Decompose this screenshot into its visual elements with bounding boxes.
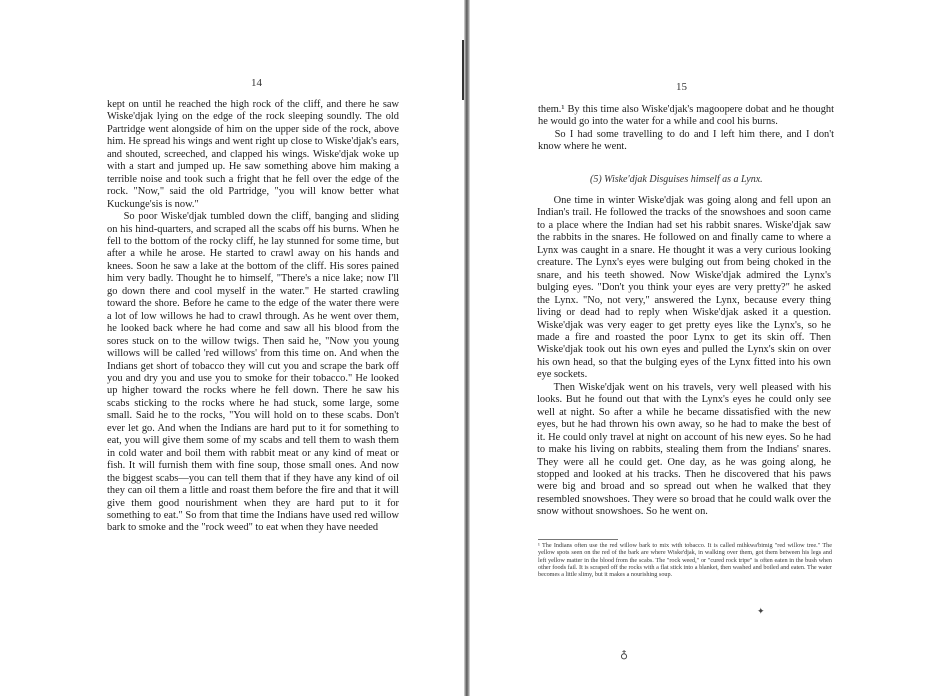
footnote-divider: [538, 539, 618, 540]
footnote: ¹ The Indians often use the red willow bark to mix with tobacco. It is called mihkwa'bimig "red willow tree." The yellow spots seen on the red of the bark are where Wiske'djak, in walking over them, got them between his legs and left yellow matter in the blood from the scabs. The "rock weed," or "cured rock tripe" is often eaten in the bush when other foods fail. It is scraped off the rocks with a flat stick into a blanket, then washed and boiled and eaten. The water becomes a little slimy, but it makes a nourishing soup.: [538, 542, 832, 579]
paragraph: Then Wiske'djak went on his travels, very well pleased with his looks. But he found out that with the Lynx's eyes he could only see well at night. So after a while he became dissatisfied with the new eyes, but he had thrown his own away, so he had to make the best of it. He could only travel at night on account of his new eyes. So he had to make his living on rabbits, stealing them from the Indians' snares. They were all he could get. One day, as he was going along, he stopped and looked at his tracks. Then he discovered that his paws were big and broad and so spread out when he walked that they resembled snowshoes. They were so broad that he could walk over the snow without snowshoes. So he went on.: [537, 381, 831, 518]
page-number-right: 15: [676, 81, 687, 93]
ink-mark: ✦: [757, 606, 765, 616]
paragraph: kept on until he reached the high rock of the cliff, and there he saw Wiske'djak lying on the edge of the rock sleeping soundly. The old Partridge went alongside of him on the upper side of the rock, above him. He spread his wings and went right up close to Wiske'djak's ears, and shouted, screeched, and clapped his wings. Wiske'djak woke up with a start and jumped up. He saw something above him making a terrible noise and took such a fright that he fell over the edge of the rock. "Now," said the old Partridge, "you will know better what Kuckunge'sis is now.": [107, 99, 399, 210]
left-page: [0, 0, 466, 696]
right-page-opening-text: [538, 104, 834, 154]
right-page-story-text: [537, 195, 831, 519]
paragraph: them.¹ By this time also Wiske'djak's magoopere dobat and he thought he would go into the water for a while and cool his burns.: [538, 104, 834, 128]
left-page-text: [107, 99, 399, 535]
paragraph: So poor Wiske'djak tumbled down the cliff, banging and sliding on his hind-quarters, and scraped all the scabs off his burns. When he fell to the bottom of the rocky cliff, he lay stunned for some time, but after a while he arose. He started to crawl away on his hands and knees. Soon he saw a lake at the bottom of the cliff. His sores pained him very badly. Thought he to himself, "There's a nice lake; now I'll go down there and cool myself in the water." He started crawling toward the shore. Before he came to the edge of the water there were a lot of low willows he had to crawl through. As he went over them, he looked back where he had come and saw all his blood from the sores stuck on to the willow twigs. Then said he, "Now you young willows will be called 'red willows' from this time on. And when the Indians get short of tobacco they will cut you and scrape the bark off you and dry you and use you to smoke for their tobacco." He looked up higher toward the rocks where he fell down. There he saw his scabs sticking to the rocks where he had stuck, some large, some small. Said he to the rocks, "You will hold on to these scabs. Don't ever let go. And when the Indians are hard put to it for something to eat, you will give them some of my scabs and tell them to wash them in cold water and boil them with rabbit meat or any kind of meat or fish. It will furnish them with fine soup, those small ones. And now the biggest scabs—you can tell them that if they have any kind of oil they can oil them a little and roast them before the fire and that it will give them good nourishment when they are hard put to it for something to eat." So from that time the Indians have used red willow bark to smoke and the "rock weed" to eat when they have needed: [107, 211, 399, 534]
section-heading: (5) Wiske'djak Disguises himself as a Lynx.: [590, 174, 763, 185]
gutter-shadow: [462, 40, 464, 100]
right-page: [470, 0, 940, 696]
paragraph: One time in winter Wiske'djak was going along and fell upon an Indian's trail. He followed the tracks of the snowshoes and soon came to a place where the Indian had set his rabbit snares. Wiske'djak saw the rabbits in the snares. He followed on and finally came to where a Lynx was caught in a snare. He thought it was a very curious looking creature. The Lynx's eyes were bulging out from being choked in the snare, and his teeth showed. Now Wiske'djak admired the Lynx's bulging eyes. "Don't you think your eyes are very pretty?" he asked the Lynx. "No, not very," answered the Lynx, because every thing living or dead had to reply when Wiske'djak asked it a question. Wiske'djak was very eager to get pretty eyes like the Lynx's, so he made a fire and roasted the poor Lynx to get its skin off. Then Wiske'djak took out his own eyes and pulled the Lynx's skin on over his own head, so that the bulging eyes of the Lynx fitted into his own eye sockets.: [537, 195, 831, 381]
page-number-left: 14: [251, 77, 262, 89]
paragraph: So I had some travelling to do and I left him there, and I don't know where he went.: [538, 128, 834, 153]
ink-mark: ♁: [620, 649, 629, 661]
